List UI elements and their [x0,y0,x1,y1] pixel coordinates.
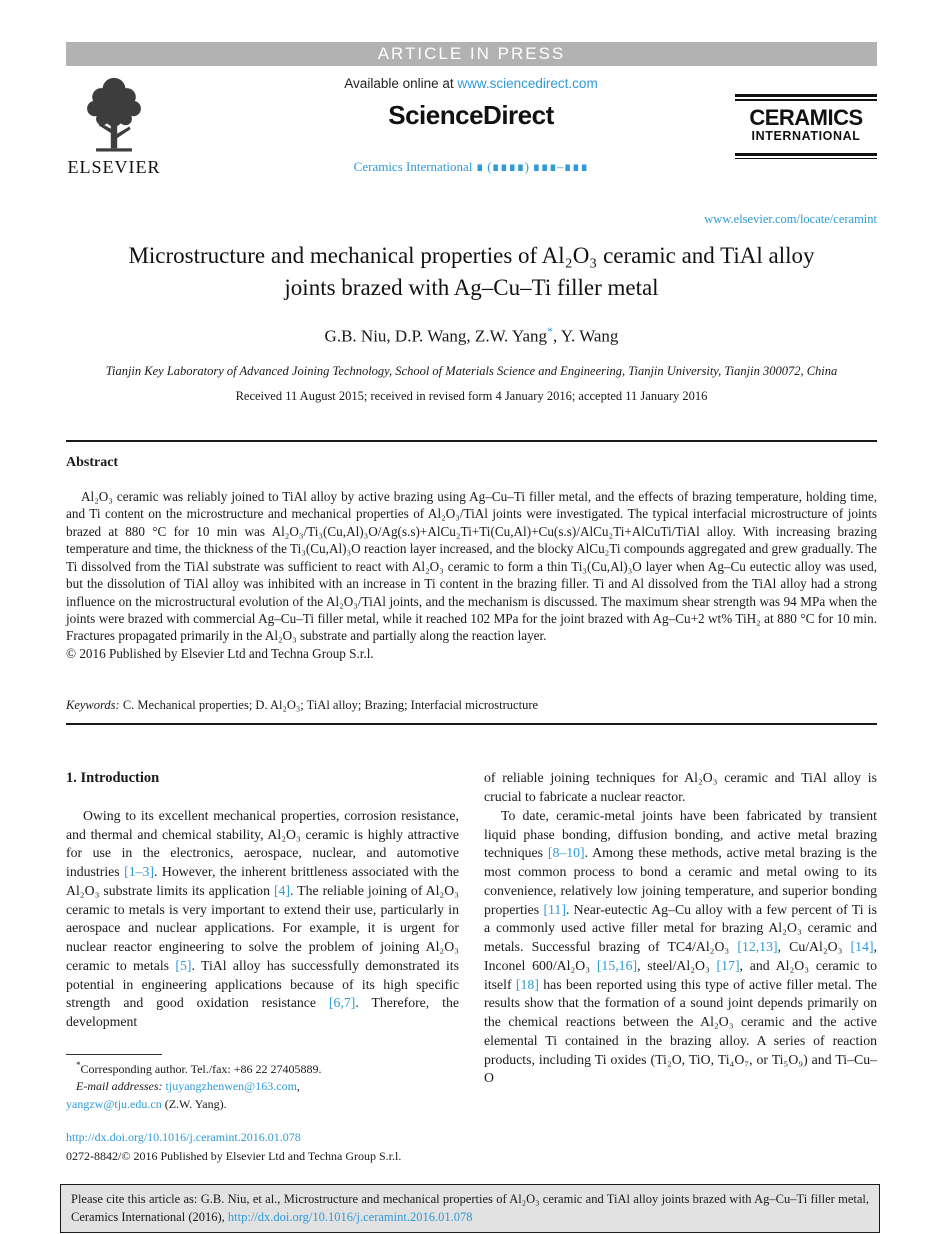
affiliation: Tianjin Key Laboratory of Advanced Joining Technology, School of Materials Science and Engineering, Tianjin University, Tianjin 300072, China [105,364,838,379]
corresponding-author-asterisk[interactable]: * [547,324,554,339]
footnote-rule [66,1054,162,1055]
intro-paragraph-2: To date, ceramic-metal joints have been fabricated by transient liquid phase bonding, diffusion bonding, and active metal brazing techniques [8–10]. Among these methods, active metal brazing is the most common process to bond a ceramic and metal owing to its convenience, relatively low joining temperature, and superior bonding properties [11]. Near-eutectic Ag–Cu alloy with a few percent of Ti is a commonly used active filler metal for brazing Al₂O₃ ceramic and metals. Successful brazing of TC4/Al₂O₃ [12,13], Cu/Al₂O₃ [14], Inconel 600/Al₂O₃ [15,16], steel/Al₂O₃ [17], and Al₂O₃ ceramic to itself [18] has been reported using this type of active filler metal. The results show that the formation of a sound joint depends primarily on the chemical reactions between the Al₂O₃ ceramic and the active elemental Ti contained in the brazing alloy. A series of reaction products, including Ti oxides (Ti₂O, TiO, Ti₄O₇, or Ti₅O₉) and Ti–Cu–O [484,807,878,1086]
journal-logo-ceramics: CERAMICS [749,104,863,130]
received-dates: Received 11 August 2015; received in revised form 4 January 2016; accepted 11 January 2016 [235,389,708,404]
available-online-line [246,76,696,91]
left-column [66,769,459,1165]
doi-link[interactable]: http://dx.doi.org/10.1016/j.ceramint.2016.01.078 [66,1130,301,1145]
authors-names: G.B. Niu, D.P. Wang, Z.W. Yang [324,327,548,347]
intro-paragraph-1: Owing to its excellent mechanical properties, corrosion resistance, and thermal and chemical stability, Al₂O₃ ceramic is highly attractive for use in the electronics, aerospace, nuclear, and automotive industries [1–3]. However, the inherent brittleness associated with the Al₂O₃ substrate limits its application [4]. The reliable joining of Al₂O₃ ceramic to metals is very important to extend their use, particularly in aerospace and nuclear applications. For example, it is urgent for nuclear reactor engineering to solve the problem of joining Al₂O₃ ceramic to metals [5]. TiAl alloy has successfully demonstrated its potential in engineering applications because of its high specific strength and good oxidation resistance [6,7]. Therefore, the development [66,807,460,1030]
corresponding-author-note: *Corresponding author. Tel./fax: +86 22 27405889. [76,1059,322,1076]
sciencedirect-link[interactable]: www.sciencedirect.com [457,76,598,91]
title-line-2: joints brazed with Ag–Cu–Ti filler metal [284,275,659,301]
right-column [484,769,877,1165]
intro-paragraph-1-continuation: of reliable joining techniques for Al₂O₃ ceramic and TiAl alloy is crucial to fabricate a nuclear reactor. [484,770,877,804]
keywords-line [66,698,877,713]
authors-names-tail: , Y. Wang [553,327,619,347]
double-rule-bottom [735,153,877,160]
email-addresses-line-2: yangzw@tju.edu.cn (Z.W. Yang). [66,1096,227,1111]
keywords-bottom-rule [66,723,877,725]
author-list [66,324,877,347]
body-columns [66,769,877,1165]
article-in-press-banner: ARTICLE IN PRESS [66,42,877,66]
title-line-1: Microstructure and mechanical properties of Al₂O₃ ceramic and TiAl alloy [128,243,815,268]
journal-homepage-link[interactable]: www.elsevier.com/locate/ceramint [704,212,877,226]
journal-header [66,74,877,226]
journal-logo-block [735,94,877,159]
email-addresses-line: E-mail addresses: tjuyangzhenwen@163.com, [76,1079,300,1094]
journal-citation-placeholder: Ceramics International ∎ (∎∎∎∎) ∎∎∎–∎∎∎ [353,159,589,174]
copyright-line: © 2016 Published by Elsevier Ltd and Techna Group S.r.l. [66,645,374,661]
abstract-top-rule [66,440,877,442]
header-center [246,76,696,175]
footnote-block [66,1054,459,1165]
available-online-label: Available online at [344,76,458,91]
issn-copyright-line: 0272-8842/© 2016 Published by Elsevier Ltd and Techna Group S.r.l. [66,1148,402,1163]
keywords-label: Keywords: [66,698,120,713]
elsevier-wordmark: ELSEVIER [67,157,161,177]
abstract-text: Al₂O₃ ceramic was reliably joined to TiAl alloy by active brazing using Ag–Cu–Ti filler metal, and the effects of brazing temperature, holding time, and Ti content on the microstructure and mechanical properties of Al₂O₃/TiAl joints were investigated. The typical interfacial microstructure of joints brazed at 880 °C for 10 min was Al₂O₃/Ti₃(Cu,Al)₃O/Ag(s.s)+AlCu₂Ti+Ti(Cu,Al)+Cu(s.s)/AlCu₂Ti+AlCuTi/TiAl alloy. With increasing brazing temperature and time, the thickness of the Ti₃(Cu,Al)₃O reaction layer increased, and the blocky AlCu₂Ti compounds aggregated and grew gradually. The Ti dissolved from the TiAl substrate was sufficient to react with Al₂O₃ ceramic to form a thin Ti₃(Cu,Al)₃O layer when Ag–Cu eutectic alloy was used, but the dissolution of TiAl alloy was inhibited with an increase in Ti content in the brazing filler. Ti and Al dissolved from the TiAl alloy had a strong influence on the microstructural evolution of the Al₂O₃/TiAl joints, and the mechanism is discussed. The maximum shear strength was 94 MPa when the joints were brazed with commercial Ag–Cu–Ti filler metal, while it reached 102 MPa for the joint brazed with Ag–Cu+2 wt% TiH₂ at 880 °C for 10 min. Fractures propagated primarily in the Al₂O₃ substrate and partially along the reaction layer. [66,489,877,644]
double-rule-top [735,94,877,101]
abstract-heading: Abstract [66,455,119,471]
keywords-text: C. Mechanical properties; D. Al₂O₃; TiAl alloy; Brazing; Interfacial microstructure [119,698,539,713]
sciencedirect-logo[interactable]: ScienceDirect [388,100,554,130]
article-title [66,240,877,304]
journal-logo-international: INTERNATIONAL [751,128,861,143]
section-heading-introduction: 1. Introduction [66,770,160,787]
please-cite-box: Please cite this article as: G.B. Niu, et al., Microstructure and mechanical properties of Al₂O₃ ceramic and TiAl alloy joints brazed with Ag–Cu–Ti filler metal, Ceramics International (2016), http://dx.doi.org/10.1016/j.ceramint.2016.01.078 [60,1184,880,1233]
elsevier-logo[interactable] [66,74,162,178]
elsevier-tree-icon [66,74,162,156]
